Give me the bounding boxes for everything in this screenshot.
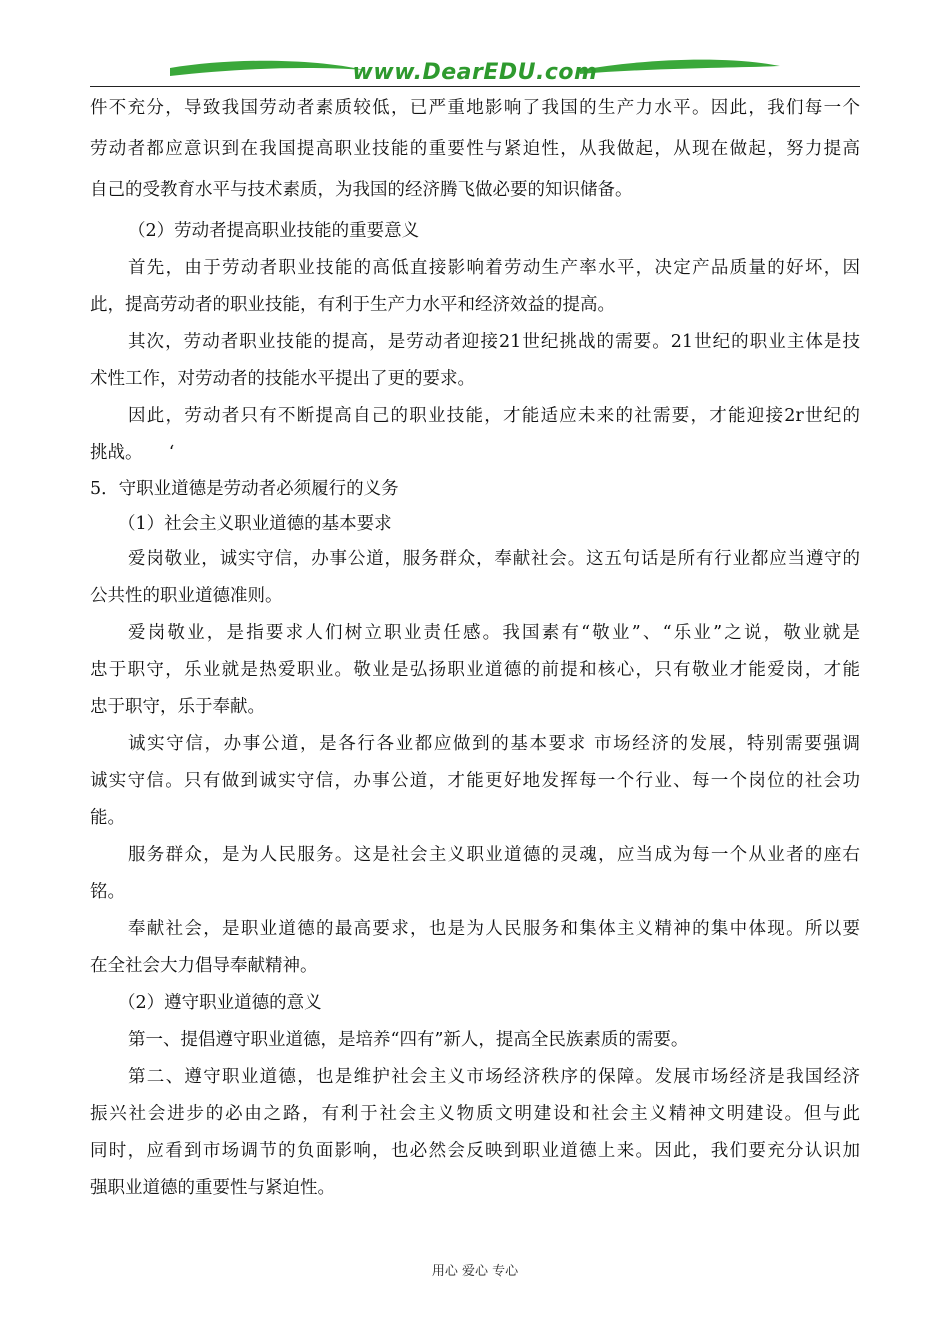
text-line: 劳动者都应意识到在我国提高职业技能的重要性与紧迫性，从我做起，从现在做起，努力提高 [90, 139, 860, 159]
text-line: 振兴社会进步的必由之路，有利于社会主义物质文明建设和社会主义精神文明建设。但与此 [90, 1104, 860, 1124]
page-footer: 用心 爱心 专心 [431, 1264, 519, 1279]
text-line: 第二、遵守职业道德，也是维护社会主义市场经济秩序的保障。发展市场经济是我国经济 [128, 1067, 860, 1087]
text-line: 奉献社会，是职业道德的最高要求，也是为人民服务和集体主义精神的集中体现。所以要 [128, 919, 860, 939]
text-line: 公共性的职业道德准则。 [90, 586, 283, 606]
text-line: 能。 [90, 808, 125, 828]
text-line: 忠于职守，乐业就是热爱职业。敬业是弘扬职业道德的前提和核心，只有敬业才能爱岗，才能 [90, 660, 860, 680]
text-line: 铭。 [90, 882, 125, 902]
text-line: 爱岗敬业，诚实守信，办事公道，服务群众，奉献社会。这五句话是所有行业都应当遵守的 [128, 549, 860, 569]
text-line: 同时，应看到市场调节的负面影响，也必然会反映到职业道德上来。因此，我们要充分认识加 [90, 1141, 860, 1161]
text-line: 服务群众，是为人民服务。这是社会主义职业道德的灵魂，应当成为每一个从业者的座右 [128, 845, 860, 865]
text-line: 首先，由于劳动者职业技能的高低直接影响着劳动生产率水平，决定产品质量的好坏，因 [128, 258, 860, 278]
text-line: 强职业道德的重要性与紧迫性。 [90, 1178, 335, 1198]
text-line: 爱岗敬业，是指要求人们树立职业责任感。我国素有“敬业”、“乐业”之说，敬业就是 [128, 623, 860, 643]
text-line: 在全社会大力倡导奉献精神。 [90, 956, 318, 976]
text-line: 忠于职守，乐于奉献。 [90, 697, 265, 717]
text-line: 术性工作，对劳动者的技能水平提出了更的要求。 [90, 369, 475, 389]
section-heading: 5．守职业道德是劳动者必须履行的义务 [90, 479, 399, 499]
text-line: 其次，劳动者职业技能的提高，是劳动者迎接21世纪挑战的需要。21世纪的职业主体是技 [128, 332, 860, 352]
text-line: 件不充分，导致我国劳动者素质较低，已严重地影响了我国的生产力水平。因此，我们每一个 [90, 98, 860, 118]
text-line: 自己的受教育水平与技术素质，为我国的经济腾飞做必要的知识储备。 [90, 180, 633, 200]
text-line: 第一、提倡遵守职业道德，是培养“四有”新人，提高全民族素质的需要。 [128, 1030, 689, 1050]
header-brand-text: www.DearEDU.com [352, 60, 598, 85]
text-line: 因此，劳动者只有不断提高自己的职业技能，才能适应未来的社需要，才能迎接2r世纪的 [128, 406, 860, 426]
section-heading: （2）遵守职业道德的意义 [118, 993, 322, 1013]
text-line: 挑战。 ‘ [90, 443, 175, 463]
section-heading: （1）社会主义职业道德的基本要求 [118, 514, 392, 534]
text-line: 诚实守信，办事公道，是各行各业都应做到的基本要求 市场经济的发展，特别需要强调 [128, 734, 860, 754]
text-line: 诚实守信。只有做到诚实守信，办事公道，才能更好地发挥每一个行业、每一个岗位的社会功 [90, 771, 860, 791]
section-heading: （2）劳动者提高职业技能的重要意义 [128, 221, 420, 241]
text-line: 此，提高劳动者的职业技能，有利于生产力水平和经济效益的提高。 [90, 295, 615, 315]
header-rule [90, 86, 860, 87]
